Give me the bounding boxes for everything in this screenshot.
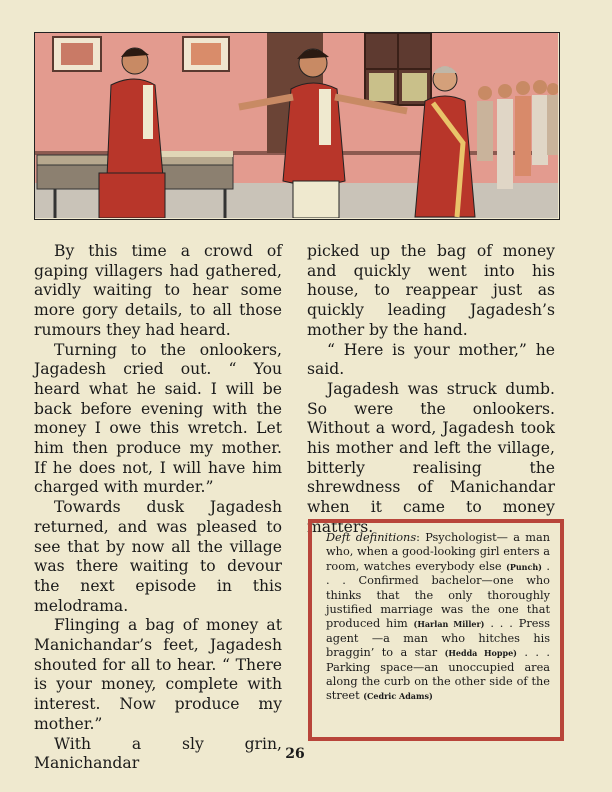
story-paragraph: By this time a crowd of gaping villagers had gathered, avidly waiting to hear some more gory details, to all those rumours they had heard.: [34, 242, 282, 339]
source-credit: (Punch): [506, 561, 542, 572]
story-paragraph: “ Here is your mother,” he said.: [307, 340, 555, 379]
story-paragraph: Jagadesh was struck dumb. So were the onlookers. Without a word, Jagadesh took his mother and left the village, bitterly realising the shrewdness of Manichandar when it came to money matters.: [307, 379, 555, 536]
source-credit: (Harlan Miller): [413, 619, 485, 630]
source-credit: (Cedric Adams): [363, 691, 433, 702]
story-paragraph: Turning to the onlookers, Jagadesh cried out. “ You heard what he said. I will be back before evening with the money I owe this wretch. Let him then produce my mother. If he does not, I will have him charged with murder.”: [34, 340, 282, 497]
story-paragraph: Towards dusk Jagadesh returned, and was pleased to see that by now all the village was there waiting to devour the next episode in this melodrama.: [34, 498, 282, 615]
source-credit: (Hedda Hoppe): [444, 648, 517, 659]
story-column-right: [307, 242, 555, 538]
definitions-heading: Deft definitions: [326, 531, 417, 544]
story-column-left: [34, 242, 282, 774]
story-paragraph: Flinging a bag of money at Manichandar’s feet, Jagadesh shouted for all to hear. “ There is your money, complete with interest. Now produce my mother.”: [34, 616, 282, 733]
definitions-text: Deft definitions: Psychologist— a man who, when a good-looking girl enters a room, watches everybody else (Punch) . . . Confirmed bachelor—one who thinks that the only thoroughly justified marriage was the one that produced him (Harlan Miller) . . . Press agent —a man who hitches his braggin’ to a star (Hedda Hoppe) . . . Parking space—an unoccupied area along the curb on the other side of the street (Cedric Adams): [326, 531, 551, 703]
page-number: 26: [285, 746, 305, 762]
story-paragraph: picked up the bag of money and quickly went into his house, to reappear just as quickly leading Jagadesh’s mother by the hand.: [307, 242, 555, 339]
deft-definitions-box: [308, 519, 564, 741]
story-illustration: [34, 32, 560, 220]
story-paragraph: With a sly grin, Manichandar: [34, 734, 282, 773]
